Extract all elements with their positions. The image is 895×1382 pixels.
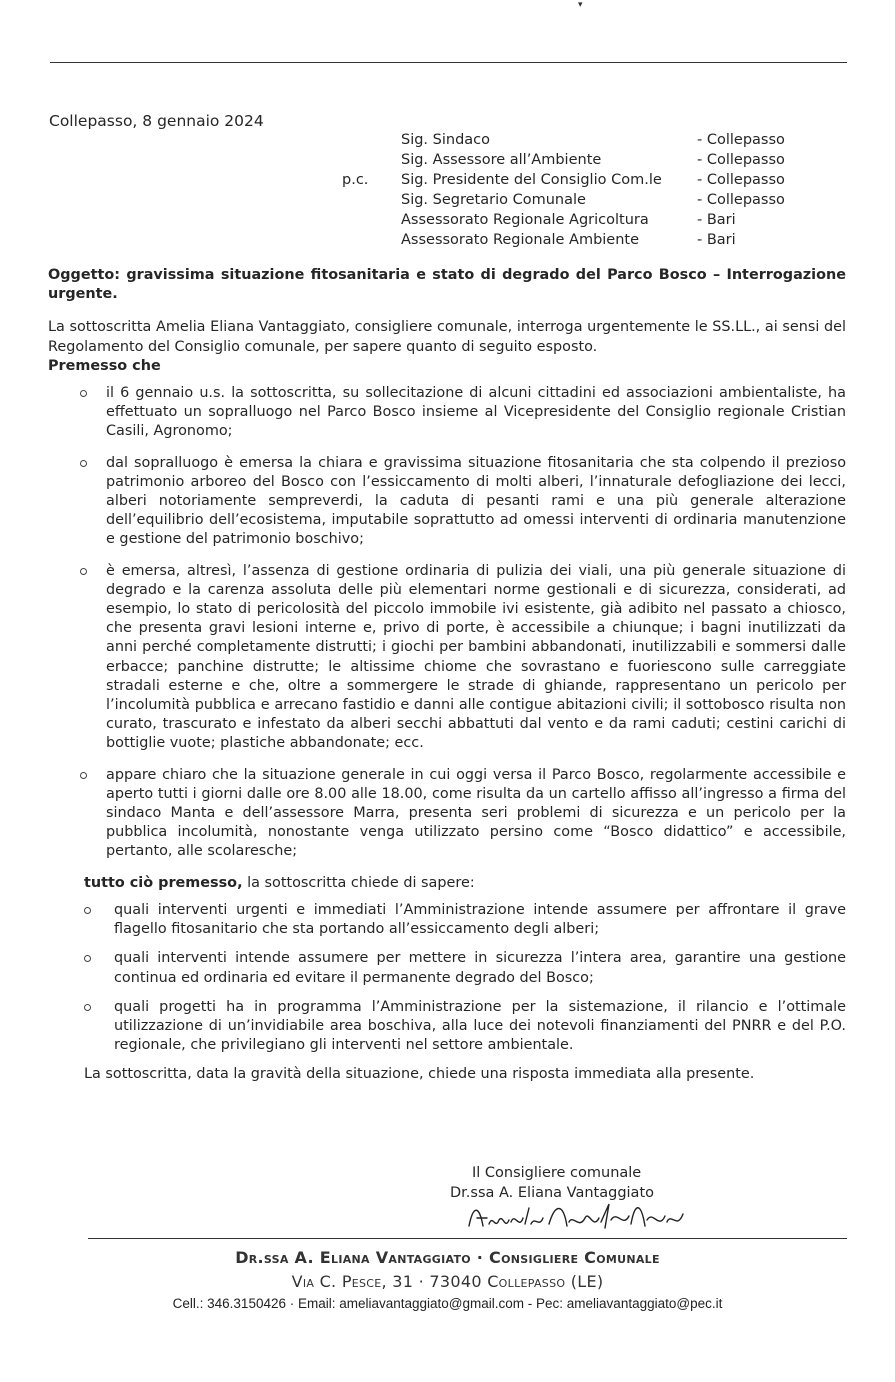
recipient-city: - Collepasso (697, 172, 785, 188)
handwritten-signature (459, 1196, 699, 1238)
premise-item (48, 562, 846, 754)
footer-contacts: Cell.: 346.3150426 · Email: ameliavantaggiato@gmail.com - Pec: ameliavantaggiato@pec.it (172, 1296, 723, 1311)
closing-paragraph: La sottoscritta, data la gravità della situazione, chiede una risposta immediata alla presente. (84, 1066, 755, 1083)
bullet-icon (84, 907, 91, 914)
recipient-city: - Bari (697, 212, 736, 228)
recipient-row (401, 170, 801, 190)
recipient-row (401, 130, 801, 150)
recipient-name: Sig. Sindaco (401, 132, 491, 148)
recipient-name: Assessorato Regionale Agricoltura (401, 212, 649, 228)
question-item (48, 998, 846, 1056)
signer-name: Dr.ssa A. Eliana Vantaggiato (450, 1185, 654, 1201)
bullet-icon (80, 390, 87, 397)
request-intro-bold: tutto ciò premesso, (84, 874, 243, 891)
questions-list (48, 901, 846, 1055)
recipient-name: Sig. Presidente del Consiglio Com.le (401, 172, 662, 188)
recipients-block (401, 130, 801, 250)
intro-paragraph: La sottoscritta Amelia Eliana Vantaggiato, consigliere comunale, interroga urgentemente le SS.LL., ai sensi del Regolamento del Consiglio comunale, per sapere quanto di seguito esposto. (48, 319, 846, 355)
recipient-row (401, 230, 801, 250)
premise-text: il 6 gennaio u.s. la sottoscritta, su sollecitazione di alcuni cittadini ed associazioni ambientaliste, ha effettuato un sopralluogo nel Parco Bosco insieme al Vicepresidente del Consiglio regionale Cristian Casili, Agronomo; (106, 385, 846, 440)
premise-item (48, 384, 846, 442)
bullet-icon (80, 772, 87, 779)
question-text: quali progetti ha in programma l’Amministrazione per la sistemazione, il rilancio e l’ottimale utilizzazione di un’invidiabile area boschiva, alla luce dei notevoli finanziamenti del PNRR e del P.O. regionale, che privilegiano gli interventi nel settore ambientale. (114, 998, 846, 1054)
bullet-icon (84, 1004, 91, 1011)
question-text: quali interventi urgenti e immediati l’Amministrazione intende assumere per affrontare il grave flagello fitosanitario che sta portando all’essiccamento degli alberi; (114, 901, 846, 938)
pc-label: p.c. (342, 172, 369, 188)
recipient-name: Assessorato Regionale Ambiente (401, 232, 640, 248)
recipient-row (401, 150, 801, 170)
recipient-city: - Collepasso (697, 152, 785, 168)
premise-text: dal sopralluogo è emersa la chiara e gravissima situazione fitosanitaria che sta colpendo il prezioso patrimonio arboreo del Bosco con l’essiccamento di molti alberi, l’innaturale defogliazione dei lecci, alberi notoriamente sempreverdi, la caduta di pesanti rami e una più generale alterazione dell’equilibrio dell’ecosistema, imputabile soprattutto ad omessi interventi di ordinaria manutenzione e gestione del patrimonio boschivo; (106, 454, 846, 548)
footer-rule (88, 1238, 847, 1239)
signer-title: Il Consigliere comunale (472, 1165, 642, 1181)
recipient-name: Sig. Assessore all’Ambiente (401, 152, 602, 168)
subject-line: Oggetto: gravissima situazione fitosanitaria e stato di degrado del Parco Bosco – Interrogazione urgente. (48, 267, 846, 303)
recipient-city: - Collepasso (697, 132, 785, 148)
top-mark: ▾ (578, 0, 583, 10)
recipient-row (401, 190, 801, 210)
recipient-city: - Bari (697, 232, 736, 248)
bullet-icon (80, 460, 87, 467)
premise-heading: Premesso che (48, 357, 161, 374)
premises-list (48, 384, 846, 862)
top-rule (50, 62, 847, 63)
recipient-name: Sig. Segretario Comunale (401, 192, 586, 208)
premise-item (48, 454, 846, 550)
request-intro (84, 874, 846, 893)
premise-text: appare chiaro che la situazione generale in cui oggi versa il Parco Bosco, regolarmente accessibile e aperto tutti i giorni dalle ore 8.00 alle 18.00, come risulta da un cartello affisso all’ingresso a firma del sindaco Manta e dell’assessore Marra, presenta seri problemi di sicurezza e un pericolo per la pubblica incolumità, nonostante venga utilizzato persino come “Bosco didattico” e accessibile, pertanto, alle scolaresche; (106, 766, 846, 860)
question-text: quali interventi intende assumere per mettere in sicurezza l’intera area, garantire una gestione continua ed ordinaria ed evitare il permanente degrado del Bosco; (114, 950, 846, 986)
bullet-icon (84, 955, 91, 962)
bullet-icon (80, 568, 87, 575)
question-item (48, 901, 846, 939)
question-item (48, 949, 846, 987)
recipient-city: - Collepasso (697, 192, 785, 208)
request-intro-rest: la sottoscritta chiede di sapere: (242, 874, 475, 891)
premise-text: è emersa, altresì, l’assenza di gestione ordinaria di pulizia dei viali, una più generale situazione di degrado e la carenza assoluta delle più elementari norme gestionali e di sicurezza, considerati, ad esempio, lo stato di pericolosità del piccolo immobile ivi esistente, già adibito nel passato a chiosco, che presenta gravi lesioni interne e, privo di porte, è accessibile a chiunque; i bagni inutilizzati da anni perché completamente distrutti; i giochi per bambini abbandonati, inutilizzabili e sommersi dalle erbacce; panchine distrutte; le altissime chiome che sovrastano e fuoriescono sulle carreggiate stradali esterne e che, oltre a sommergere le strade di ghiande, rappresentano un pericolo per l’incolumità pubblica e arrecano fastidio e danni alle contigue abitazioni civili; il sottobosco risulta non curato, trascurato e infestato da alberi secchi abbattuti dal vento e da rami caduti; cestini carichi di bottiglie vuote; plastiche abbandonate; ecc. (106, 562, 846, 752)
letter-body (48, 266, 846, 1085)
premise-item (48, 766, 846, 862)
footer-name: Dr.ssa A. Eliana Vantaggiato · Consigliere Comunale (235, 1248, 660, 1267)
letter-date: Collepasso, 8 gennaio 2024 (49, 112, 264, 130)
footer-address: Via C. Pesce, 31 · 73040 Collepasso (LE) (291, 1272, 604, 1291)
recipient-row (401, 210, 801, 230)
